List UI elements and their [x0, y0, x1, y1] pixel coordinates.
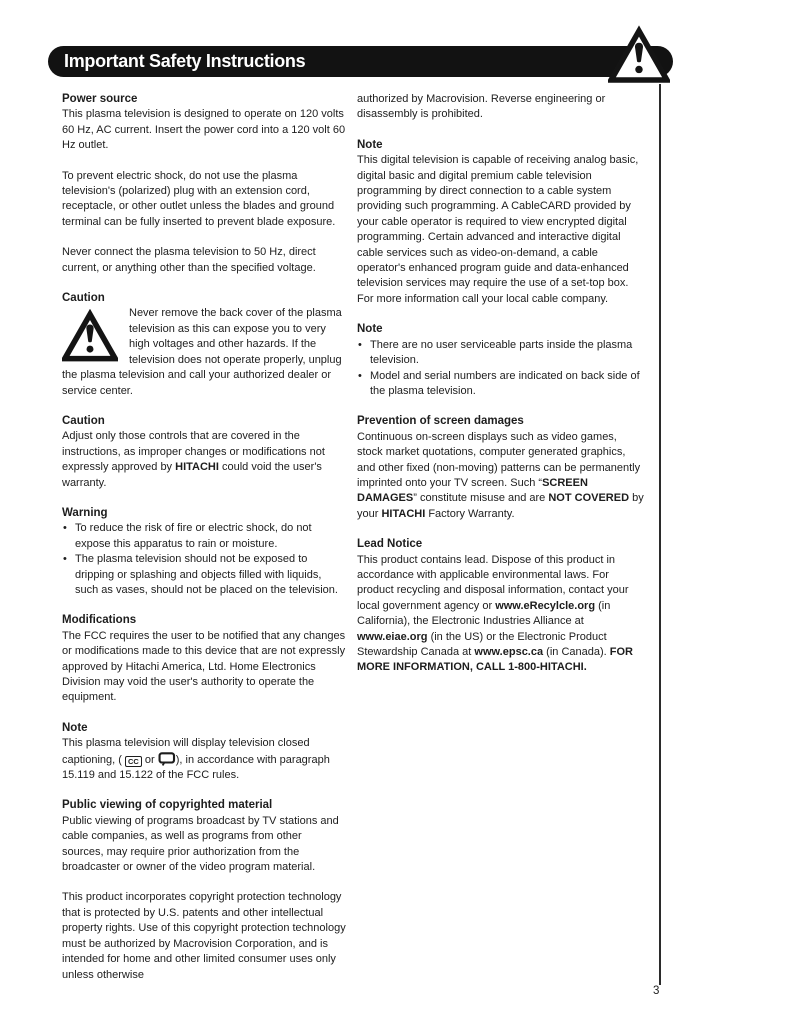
paragraph-text: This plasma television will display television closed captioning, (: [62, 737, 310, 766]
url-text: www.eiae.org: [357, 630, 428, 643]
paragraph: [357, 553, 645, 676]
brand-name: HITACHI: [175, 461, 219, 474]
closed-captioning-paragraph: [62, 736, 346, 783]
url-text: www.epsc.ca: [474, 646, 544, 658]
paragraph-text: (in the US) or the Electronic Product Stewardship Canada at: [357, 630, 607, 658]
paragraph-text: ” constitute misuse and are: [413, 492, 549, 505]
section-heading: Power source: [62, 93, 138, 105]
right-column: [357, 92, 645, 691]
closed-caption-icon: [125, 756, 142, 767]
paragraph: To prevent electric shock, do not use the plasma television's (polarized) plug with an extension cord, receptacle, or other outlet unless the blades and ground terminal can be fully inserted to prevent blade exposure.: [62, 169, 336, 228]
open-caption-icon: [158, 752, 176, 766]
paragraph: This digital television is capable of receiving analog basic, digital basic and digital premium cable television programming by direct connection to a cable system providing such programming. A CableCARD provided by your cable operator is required to view encrypted digital programming. Certain advanced and interactive digital cable services such as video-on-demand, a cable operator's enhanced program guide and data-enhanced television services may require the use of a set-top box. For more information call your local cable company.: [357, 154, 639, 305]
paragraph-text: by your: [357, 492, 644, 520]
section-note-captioning: [62, 721, 346, 784]
paragraph-text: could void the user's warranty.: [62, 461, 322, 489]
section-heading: Lead Notice: [357, 538, 423, 551]
emphasis-text: FOR MORE INFORMATION, CALL 1-800-HITACHI.: [357, 646, 633, 674]
paragraph-text: (in Canada).: [543, 646, 610, 658]
left-column: [62, 92, 346, 998]
section-lead-notice: [357, 537, 645, 676]
bullet-list: [62, 521, 346, 598]
paragraph: authorized by Macrovision. Reverse engineering or disassembly is prohibited.: [357, 93, 606, 121]
page-title: Important Safety Instructions: [64, 51, 306, 71]
section-heading: Warning: [62, 506, 108, 519]
cc-label: CC: [127, 756, 139, 766]
paragraph: [62, 306, 346, 398]
paragraph-text: This product contains lead. Dispose of this product in accordance with applicable environmental laws. For product recycling and disposal information, contact your local government agency or: [357, 553, 629, 612]
paragraph: Public viewing of programs broadcast by TV stations and cable companies, as well as programs from other sources, may require prior authorization from the broadcaster or owner of the video program material.: [62, 814, 339, 874]
paragraph: [357, 430, 645, 522]
section-heading: Note: [357, 323, 383, 336]
paragraph: Never connect the plasma television to 50 Hz, direct current, or anything other than the specified voltage.: [62, 246, 316, 274]
emphasis-text: SCREEN DAMAGES: [357, 476, 588, 505]
section-heading: Public viewing of copyrighted material: [62, 799, 273, 812]
caution-triangle-icon: [62, 309, 118, 364]
section-power-source: [62, 92, 346, 276]
section-macrovision-continued: [357, 92, 645, 123]
section-warning: [62, 506, 346, 598]
bullet-list: [357, 338, 645, 400]
section-heading: Caution: [62, 292, 105, 305]
section-screen-damages: [357, 414, 645, 522]
paragraph-text: Adjust only those controls that are covered in the instructions, as improper changes or modifications not expressly approved by: [62, 430, 325, 474]
emphasis-text: NOT COVERED: [548, 492, 630, 505]
paragraph: The FCC requires the user to be notified that any changes or modifications made to this device that are not expressly approved by Hitachi America, Ltd. Home Electronics Division may void the user's authority to operate the equipment.: [62, 629, 346, 704]
paragraph: This plasma television is designed to operate on 120 volts 60 Hz, AC current. Insert the power cord into a 120 volt 60 Hz outlet.: [62, 108, 346, 152]
url-text: www.eRecylcle.org: [495, 599, 596, 612]
list-item: • The plasma television should not be exposed to dripping or splashing and objects filled with liquids, such as vases, should not be placed on the television.: [62, 552, 346, 598]
section-heading: Caution: [62, 414, 105, 427]
paragraph-text: Factory Warranty.: [425, 507, 515, 520]
brand-name: HITACHI: [381, 507, 426, 520]
margin-rule: [659, 84, 661, 985]
section-heading: Note: [62, 721, 88, 734]
section-modifications: [62, 613, 346, 705]
section-note-serviceable: [357, 322, 645, 399]
paragraph-text: (in California), the Electronic Industries Alliance at: [357, 599, 611, 628]
page-number: 3: [653, 985, 660, 997]
section-note-cablecard: [357, 138, 645, 307]
list-item: • Model and serial numbers are indicated on back side of the plasma television.: [357, 369, 645, 400]
paragraph-text: Never remove the back cover of the plasma television as this can expose you to very high voltages and other hazards. If the television does not operate properly, unplug the plasma television and call your authorized dealer or service center.: [62, 307, 342, 397]
warning-triangle-icon: [608, 25, 670, 86]
paragraph-text: ), in accordance with paragraph 15.119 and 15.122 of the FCC rules.: [62, 753, 330, 782]
paragraph-text: or: [141, 753, 158, 766]
section-heading: Prevention of screen damages: [357, 415, 524, 428]
section-caution-back-cover: [62, 291, 346, 399]
paragraph-text: Continuous on-screen displays such as video games, stock market quotations, computer generated graphics, and other fixed (non-moving) patterns can be permanently imprinted onto your TV screen. Such “: [357, 430, 641, 489]
section-caution-controls: [62, 414, 346, 491]
section-public-viewing: [62, 798, 346, 982]
section-heading: Note: [357, 138, 383, 151]
section-header-bar: [48, 46, 673, 77]
section-heading: Modifications: [62, 614, 137, 627]
list-item: • There are no user serviceable parts inside the plasma television.: [357, 338, 645, 369]
paragraph: This product incorporates copyright protection technology that is protected by U.S. patents and other intellectual property rights. Use of this copyright protection technology must be authorized by Macrovision Corporation, and is intended for home and other limited consumer uses only unless otherwise: [62, 891, 346, 981]
list-item: • To reduce the risk of fire or electric shock, do not expose this apparatus to rain or moisture.: [62, 521, 346, 552]
paragraph: [62, 429, 346, 491]
